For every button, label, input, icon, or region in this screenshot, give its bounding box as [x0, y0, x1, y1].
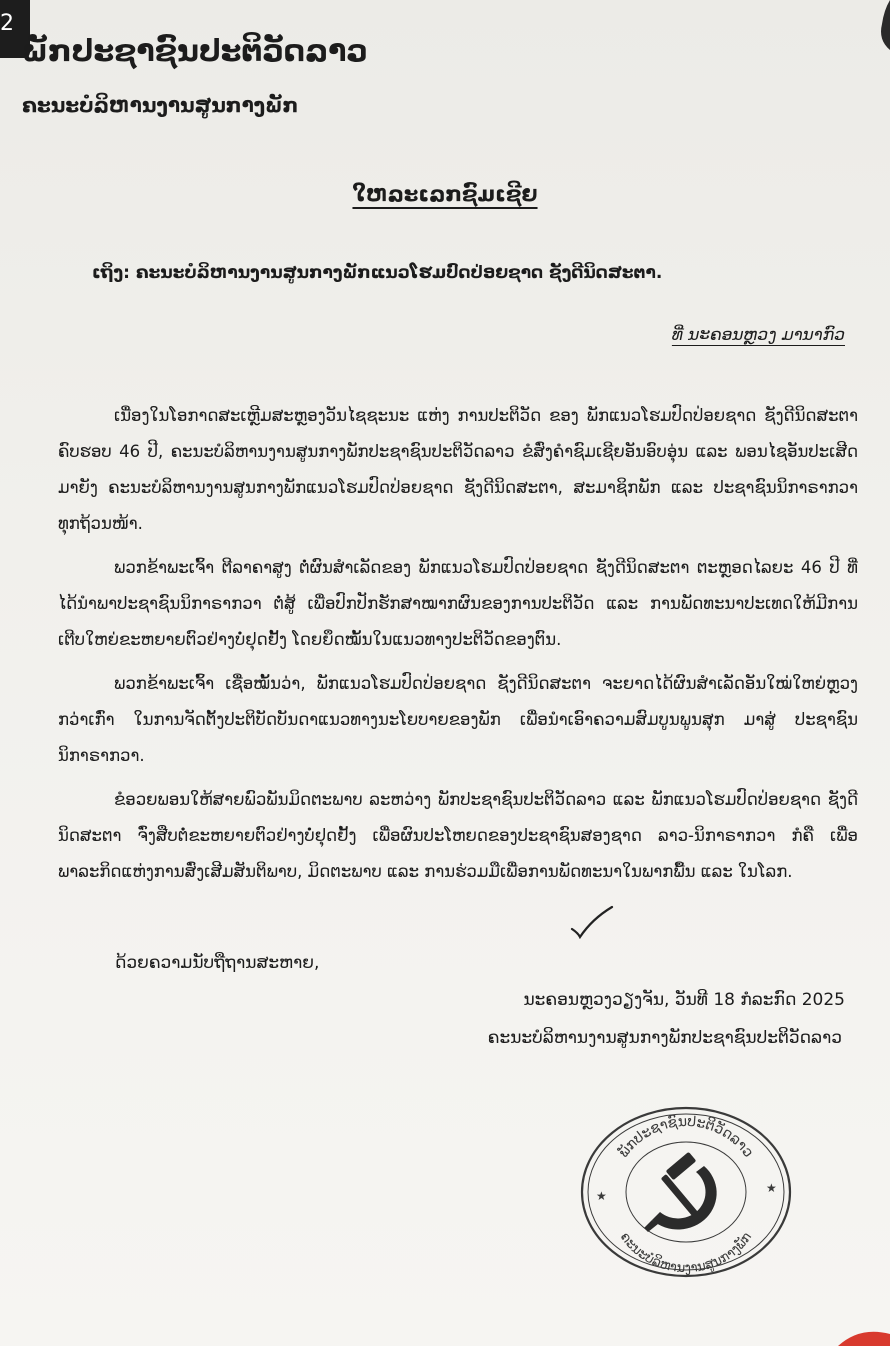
closing-salutation: ດ້ວຍຄວາມນັບຖືຖານສະຫາຍ,	[115, 953, 320, 973]
signatory-line: ຄະນະບໍລິຫານງານສູນກາງພັກປະຊາຊົນປະຕິວັດລາວ	[487, 1028, 842, 1048]
letter-body	[58, 398, 858, 898]
official-seal	[574, 1100, 798, 1278]
party-name-heading: ພັກປະຊາຊົນປະຕິວັດລາວ	[22, 34, 368, 69]
recipient-line: ເຖິງ: ຄະນະບໍລິຫານງານສູນກາງພັກແນວໂຮມປົດປ່ອຍຊາດ ຊັງດີນິດສະຕາ.	[92, 263, 663, 283]
seal-star-right-icon: ★	[766, 1181, 777, 1195]
paragraph-1: ເນື່ອງໃນໂອກາດສະເຫຼີມສະຫຼອງວັນໄຊຊະນະ ແຫ່ງ ການປະຕິວັດ ຂອງ ພັກແນວໂຮມປົດປ່ອຍຊາດ ຊັງດີນິດສະຕາ ຄົບຮອບ 46 ປີ, ຄະນະບໍລິຫານງານສູນກາງພັກປະຊາຊົນປະຕິວັດລາວ ຂໍສົ່ງຄໍາຊົມເຊີຍອັນອົບອຸ່ນ ແລະ ພອນໄຊອັນປະເສີດມາຍັງ ຄະນະບໍລິຫານງານສູນກາງພັກແນວໂຮມປົດປ່ອຍຊາດ ຊັງດີນິດສະຕາ, ສະມາຊິກພັກ ແລະ ປະຊາຊົນນິກາຣາກວາ ທຸກຖ້ວນໜ້າ.	[58, 406, 858, 533]
paragraph-3: ພວກຂ້າພະເຈົ້າ ເຊື່ອໝັ້ນວ່າ, ພັກແນວໂຮມປົດປ່ອຍຊາດ ຊັງດີນິດສະຕາ ຈະຍາດໄດ້ຜົນສໍາເລັດອັນໃໝ່ໃຫຍ່ຫຼວງກວ່າເກົ່າ ໃນການຈັດຕັ້ງປະຕິບັດບັນດາແນວທາງນະໂຍບາຍຂອງພັກ ເພື່ອນໍາເອົາຄວາມສົມບູນພູນສຸກ ມາສູ່ ປະຊາຊົນນິກາຣາກວາ.	[58, 674, 858, 765]
handwritten-tick-icon	[568, 905, 614, 939]
seal-top-text: ພັກປະຊາຊົນປະຕິວັດລາວ	[615, 1113, 757, 1161]
page-number-badge: 2	[0, 0, 30, 58]
document-title-text: ໃຫລະເລກຊົມເຊີຍ	[352, 182, 538, 206]
paragraph-4: ຂໍອວຍພອນໃຫ້ສາຍພົວພັນມິດຕະພາບ ລະຫວ່າງ ພັກປະຊາຊົນປະຕິວັດລາວ ແລະ ພັກແນວໂຮມປົດປ່ອຍຊາດ ຊັງດີນິດສະຕາ ຈົ່ງສືບຕໍ່ຂະຫຍາຍຕົວຢ່າງບໍ່ຢຸດຢັ້ງ ເພື່ອຜົນປະໂຫຍດຂອງປະຊາຊົນສອງຊາດ ລາວ-ນິກາຣາກວາ ກໍຄື ເພື່ອພາລະກິດແຫ່ງການສົ່ງເສີມສັນຕິພາບ, ມິດຕະພາບ ແລະ ການຮ່ວມມືເພື່ອການພັດທະນາໃນພາກພື້ນ ແລະ ໃນໂລກ.	[58, 790, 858, 881]
corner-shadow	[876, 0, 890, 50]
corner-red-mark	[830, 1330, 890, 1346]
hammer-sickle-icon	[644, 1152, 717, 1232]
paragraph-2: ພວກຂ້າພະເຈົ້າ ຕີລາຄາສູງ ຕໍ່ຜົນສໍາເລັດຂອງ ພັກແນວໂຮມປົດປ່ອຍຊາດ ຊັງດີນິດສະຕາ ຕະຫຼອດໄລຍະ 46 ປີ ທີ່ໄດ້ນໍາພາປະຊາຊົນນິກາຣາກວາ ຕໍ່ສູ້ ເພື່ອປົກປັກຮັກສາໝາກຜົນຂອງການປະຕິວັດ ແລະ ການພັດທະນາປະເທດໃຫ້ມີການເຕີບໃຫຍ່ຂະຫຍາຍຕົວຢ່າງບໍ່ຢຸດຢັ້ງ ໂດຍຍຶດໝັ້ນໃນແນວທາງປະຕິວັດຂອງຕົນ.	[58, 558, 858, 649]
location-line: ທີ່ ນະຄອນຫຼວງ ມານາກົວ	[671, 325, 845, 345]
seal-star-left-icon: ★	[596, 1189, 607, 1203]
document-title	[0, 178, 890, 210]
date-line: ນະຄອນຫຼວງວຽງຈັນ, ວັນທີ 18 ກໍລະກົດ 2025	[523, 990, 845, 1010]
seal-bottom-text: ຄະນະບໍລິຫານງານສູນກາງພັກ	[616, 1229, 756, 1277]
committee-name-heading: ຄະນະບໍລິຫານງານສູນກາງພັກ	[22, 93, 299, 117]
